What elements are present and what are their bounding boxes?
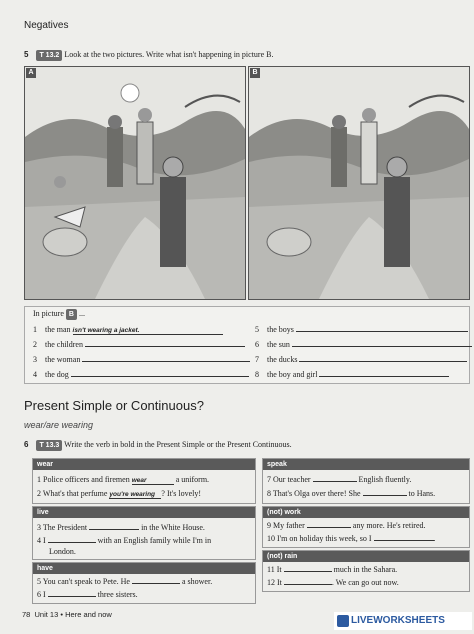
ex6-instruction: Write the verb in bold in the Present Simple or the Present Continuous. xyxy=(64,440,292,449)
ex6-answer-field-9[interactable] xyxy=(307,527,351,528)
ex6-item-12: 12 It . We can go out now. xyxy=(267,578,399,587)
box-have-head: have xyxy=(33,563,255,574)
ex6-item-9: 9 My father any more. He's retired. xyxy=(267,521,426,530)
box-live-head: live xyxy=(33,507,255,518)
ex5-track-badge: T 13.2 xyxy=(36,50,62,61)
ex6-number: 6 xyxy=(24,440,29,449)
picture-b-label: B xyxy=(250,68,260,78)
section-subheading: wear/are wearing xyxy=(24,420,94,430)
ex6-answer-field-10[interactable] xyxy=(374,540,434,541)
ex5-answer-field-5[interactable] xyxy=(296,331,468,332)
ex5-answer-field-8[interactable] xyxy=(319,376,449,377)
page-footer xyxy=(22,610,112,619)
footer-bullet: • xyxy=(60,610,64,619)
in-picture-suffix: ... xyxy=(78,309,85,318)
ex5-number: 5 xyxy=(24,50,29,59)
in-picture-tag: B xyxy=(66,309,77,320)
liveworksheets-logo xyxy=(334,612,472,630)
ex6-item-1: 1 Police officers and firemen wear a uniform. xyxy=(37,475,210,484)
ex6-item-7: 7 Our teacher English fluently. xyxy=(267,475,412,484)
ex5-instruction: Look at the two pictures. Write what isn't happening in picture B. xyxy=(64,50,274,59)
ex6-answer-field-6[interactable] xyxy=(48,596,96,597)
ex5-item-4: 4 the dog xyxy=(33,370,249,379)
box-speak xyxy=(262,458,470,504)
ex6-item-10: 10 I'm on holiday this week, so I . xyxy=(267,534,436,543)
ex5-answer-box xyxy=(24,306,470,384)
ex6-track-badge: T 13.3 xyxy=(36,440,62,451)
ex6-answer-field-8[interactable] xyxy=(363,495,407,496)
footer-unit: Unit 13 xyxy=(34,610,59,619)
in-picture-row xyxy=(33,309,85,320)
ex5-instruction-row xyxy=(24,50,273,61)
ex6-instruction-row xyxy=(24,440,292,451)
picture-b-illustration xyxy=(249,67,469,299)
box-not-work-head: (not) work xyxy=(263,507,469,518)
ex5-item-7: 7 the ducks xyxy=(255,355,467,364)
ex6-answer-field-12[interactable] xyxy=(284,584,332,585)
ex5-item-6: 6 the sun xyxy=(255,340,472,349)
ex5-answer-field-1[interactable]: isn't wearing a jacket. xyxy=(73,327,223,335)
ex6-item-5: 5 You can't speak to Pete. He a shower. xyxy=(37,577,213,586)
box-speak-head: speak xyxy=(263,459,469,470)
ex6-item-6: 6 I three sisters. xyxy=(37,590,138,599)
ex5-item-5: 5 the boys xyxy=(255,325,468,334)
ex5-item-3: 3 the woman xyxy=(33,355,250,364)
ex6-answer-field-2[interactable]: you're wearing xyxy=(109,491,161,499)
ex6-item-8: 8 That's Olga over there! She to Hans. xyxy=(267,489,436,498)
ex6-answer-field-11[interactable] xyxy=(284,571,332,572)
box-live xyxy=(32,506,256,560)
section-title: Negatives xyxy=(24,20,69,31)
ex6-item-4-cont: London. xyxy=(49,547,76,556)
picture-b xyxy=(248,66,470,300)
section-heading: Present Simple or Continuous? xyxy=(24,398,204,413)
ex5-answer-field-4[interactable] xyxy=(71,376,249,377)
picture-a-label: A xyxy=(26,68,36,78)
box-have xyxy=(32,562,256,604)
box-not-rain-head: (not) rain xyxy=(263,551,469,562)
ex5-answer-field-6[interactable] xyxy=(292,346,472,347)
in-picture-prefix: In picture xyxy=(33,309,64,318)
ex5-item-8: 8 the boy and girl xyxy=(255,370,449,379)
ex6-item-11: 11 It much in the Sahara. xyxy=(267,565,398,574)
box-not-rain xyxy=(262,550,470,592)
page-number: 78 xyxy=(22,610,31,619)
liveworksheets-icon xyxy=(337,615,349,627)
ex6-answer-field-3[interactable] xyxy=(89,529,139,530)
box-wear-head: wear xyxy=(33,459,255,470)
ex6-item-2: 2 What's that perfume you're wearing ? It's lovely! xyxy=(37,489,202,498)
ex5-item-1: 1 the man isn't wearing a jacket. xyxy=(33,325,223,335)
watermark-text: LIVEWORKSHEETS xyxy=(351,615,445,626)
ex5-answer-field-2[interactable] xyxy=(85,346,245,347)
ex5-item-2: 2 the children xyxy=(33,340,245,349)
ex6-answer-field-4[interactable] xyxy=(48,542,96,543)
ex5-answer-field-3[interactable] xyxy=(82,361,250,362)
ex6-answer-field-7[interactable] xyxy=(313,481,357,482)
ex6-answer-field-1[interactable]: wear xyxy=(132,477,174,485)
footer-title: Here and now xyxy=(65,610,112,619)
ex6-answer-field-5[interactable] xyxy=(132,583,180,584)
ex5-answer-field-7[interactable] xyxy=(299,361,467,362)
picture-a xyxy=(24,66,246,300)
picture-a-illustration xyxy=(25,67,245,299)
ex6-item-4: 4 I with an English family while I'm in xyxy=(37,536,212,545)
ex6-item-3: 3 The President in the White House. xyxy=(37,523,205,532)
box-wear xyxy=(32,458,256,504)
box-not-work xyxy=(262,506,470,548)
